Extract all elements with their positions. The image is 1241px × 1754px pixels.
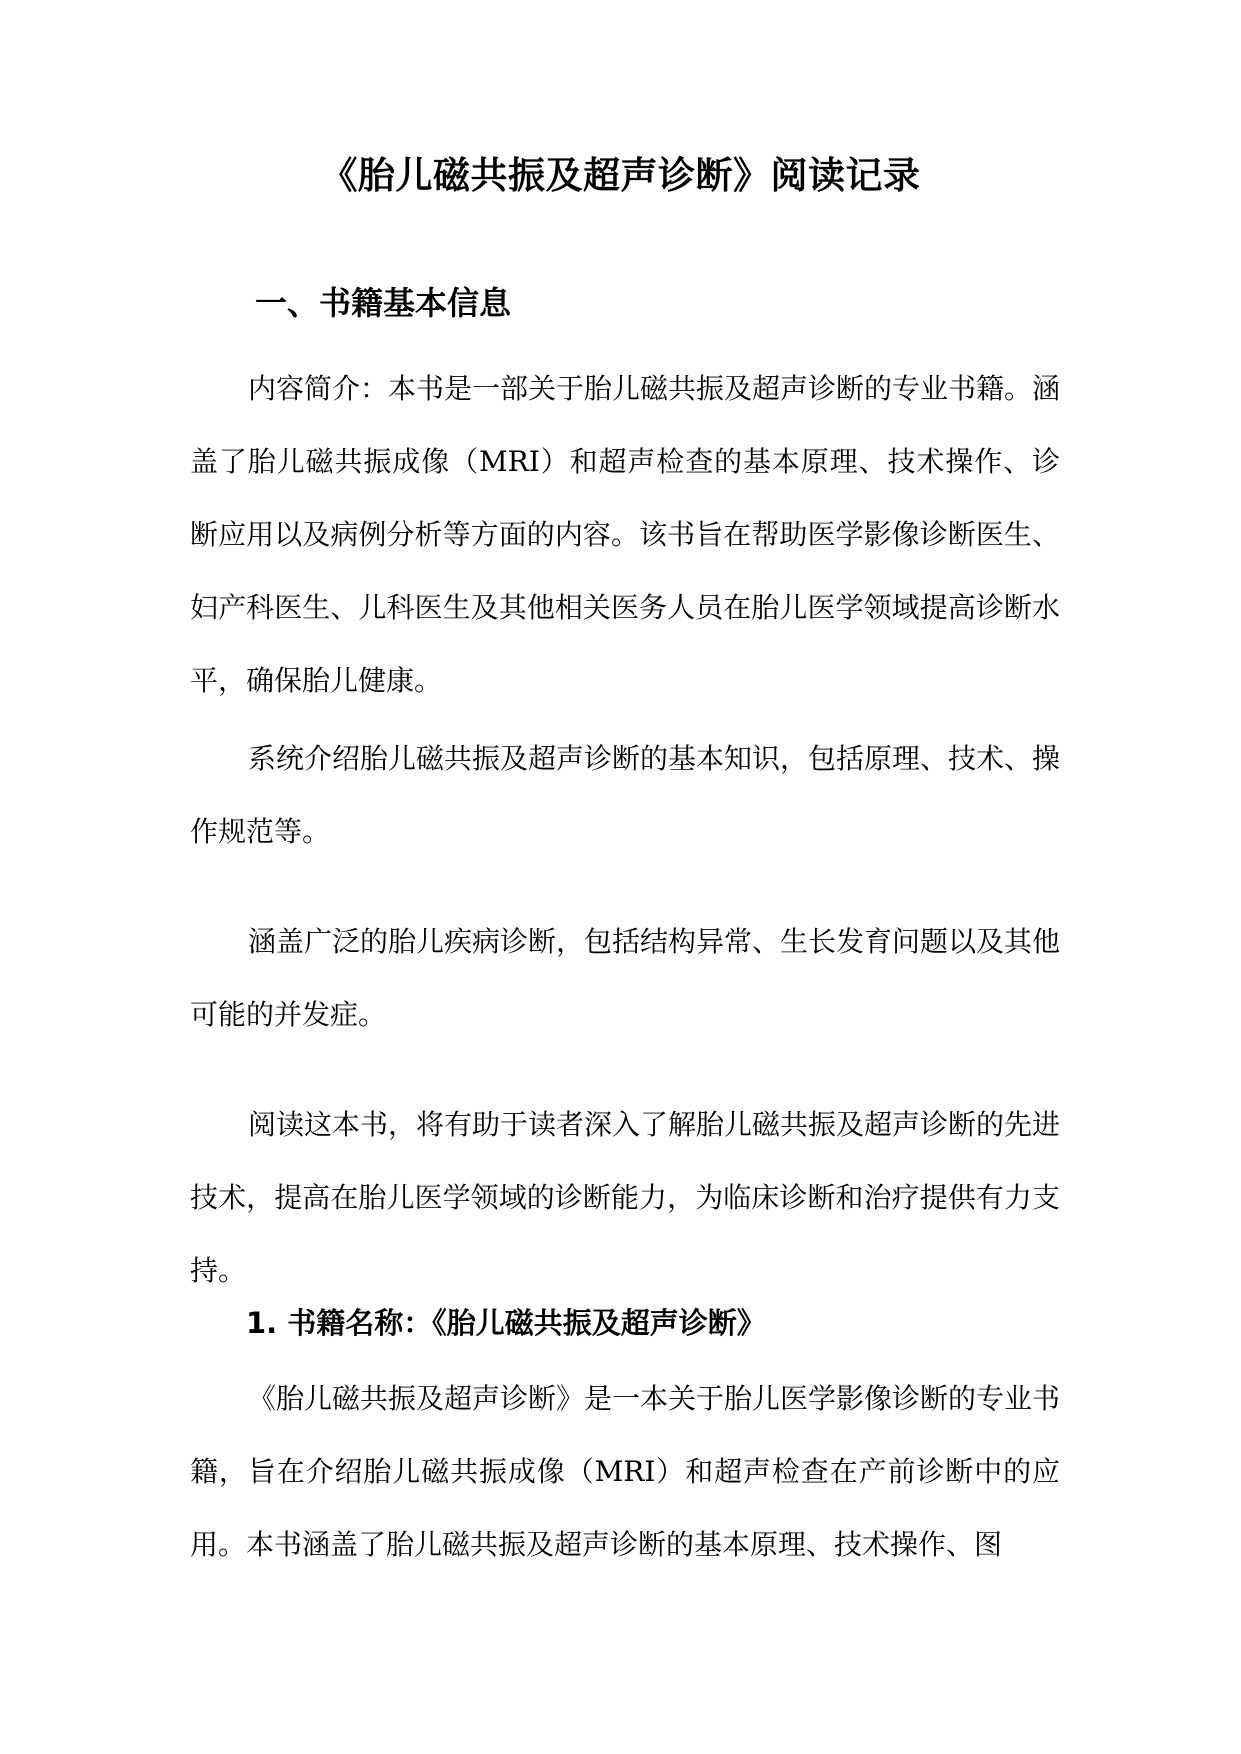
paragraph-block-4 — [190, 1088, 1060, 1307]
paragraph-block-2 — [190, 722, 1060, 868]
paragraph-content-summary: 内容简介：本书是一部关于胎儿磁共振及超声诊断的专业书籍。涵盖了胎儿磁共振成像（MRI）和超声检查的基本原理、技术操作、诊断应用以及病例分析等方面的内容。该书旨在帮助医学影像诊断医生、妇产科医生、儿科医生及其他相关医务人员在胎儿医学领域提高诊断水平，确保胎儿健康。 — [190, 372, 1061, 697]
paragraph-disease-coverage: 涵盖广泛的胎儿疾病诊断，包括结构异常、生长发育问题以及其他可能的并发症。 — [190, 925, 1061, 1031]
paragraph-book-description: 《胎儿磁共振及超声诊断》是一本关于胎儿医学影像诊断的专业书籍，旨在介绍胎儿磁共振成像（MRI）和超声检查在产前诊断中的应用。本书涵盖了胎儿磁共振及超声诊断的基本原理、技术操作、图 — [190, 1382, 1061, 1561]
paragraph-reading-benefit: 阅读这本书，将有助于读者深入了解胎儿磁共振及超声诊断的先进技术，提高在胎儿医学领域的诊断能力，为临床诊断和治疗提供有力支持。 — [190, 1108, 1061, 1287]
paragraph-block-5 — [190, 1362, 1060, 1581]
paragraph-block-3 — [190, 905, 1060, 1051]
section-heading-basic-info: 一、书籍基本信息 — [255, 284, 512, 322]
document-title: 《胎儿磁共振及超声诊断》阅读记录 — [320, 154, 921, 197]
intro-paragraph-block — [190, 352, 1060, 717]
paragraph-basic-knowledge: 系统介绍胎儿磁共振及超声诊断的基本知识，包括原理、技术、操作规范等。 — [190, 742, 1061, 848]
subsection-heading-book-name: 1. 书籍名称：《胎儿磁共振及超声诊断》 — [246, 1306, 766, 1340]
